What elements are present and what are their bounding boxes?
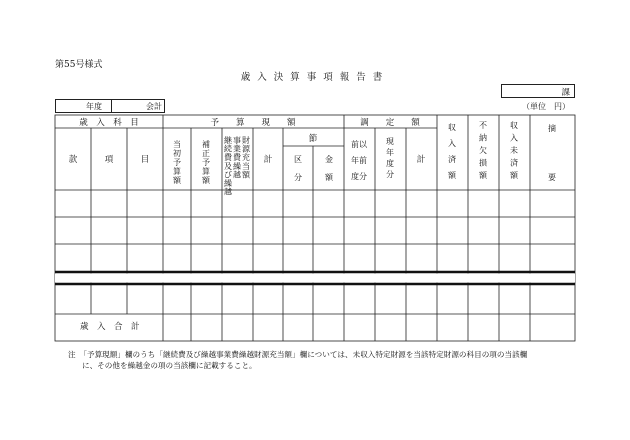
- unit-label: （単位 円）: [522, 102, 570, 111]
- revenue-total-label: 歳 入 合 計: [80, 322, 140, 332]
- header-current-year: 現年度分: [386, 137, 394, 179]
- vertical-headers: [173, 120, 556, 197]
- report-title: 歳入決算事項報告書: [240, 72, 390, 83]
- separator-gap: [55, 274, 575, 283]
- header-carryover-col-2: 事業費繰越: [233, 136, 241, 180]
- header-kan: 款: [68, 155, 78, 165]
- header-supplementary-budget: 補正予算額: [202, 140, 210, 185]
- header-prior-year-1: 前以: [351, 140, 367, 149]
- header-category: 区分: [294, 155, 302, 182]
- division-label: 課: [561, 88, 570, 98]
- header-setsu: 節: [308, 134, 318, 144]
- header-remarks-2: 要: [548, 173, 556, 182]
- header-moku: 目: [140, 155, 150, 165]
- header-carryover-col-3: 継続費及び繰越: [224, 136, 232, 197]
- note-line-1: [68, 349, 527, 360]
- note-text-1: 「予算現額」欄のうち「継続費及び繰越事業費繰越財源充当額」欄については、未収入特定財源を当該特定財源の科目の項の当該欄: [83, 350, 528, 359]
- header-received: 収入済額: [448, 123, 456, 180]
- header-adjusted-amount: 調 定 額: [360, 118, 420, 128]
- header-prior-year-3: 度分: [351, 172, 367, 181]
- header-kou: 項: [104, 155, 114, 165]
- header-budget-current: 予 算 現 額: [210, 118, 296, 128]
- header-carryover-col-1: 財源充当額: [242, 136, 250, 180]
- header-initial-budget: 当初予算額: [173, 140, 181, 185]
- header-total: 計: [263, 155, 273, 165]
- header-revenue-subject: 歳 入 科 目: [79, 118, 139, 128]
- header-deficit: 不納欠損額: [479, 121, 487, 180]
- note-label: 注: [68, 350, 76, 359]
- fiscal-year-label: 年度: [86, 102, 102, 111]
- header-amount: 金額: [325, 155, 333, 182]
- form-number: 第55号様式: [55, 60, 103, 70]
- account-label: 会計: [146, 102, 162, 111]
- header-remarks-1: 摘: [548, 124, 556, 133]
- header-adjusted-total: 計: [416, 155, 426, 165]
- header-unreceived: 収入未済額: [510, 121, 518, 180]
- note-line-2: に、その他を繰越金の項の当該欄に記載すること。: [82, 361, 257, 370]
- header-prior-year-2: 年前: [351, 156, 367, 165]
- table-grid-lines: [55, 115, 575, 341]
